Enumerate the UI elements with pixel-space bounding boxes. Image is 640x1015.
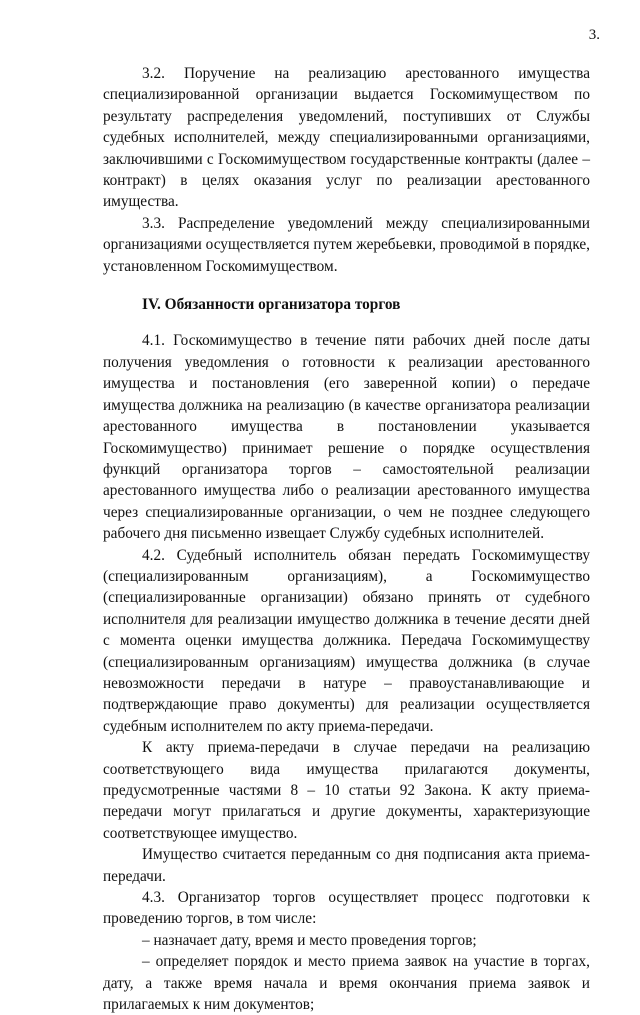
document-body xyxy=(103,63,590,1015)
list-item-date-time: – назначает дату, время и место проведения торгов; xyxy=(142,931,477,949)
section-heading: IV. Обязанности организатора торгов xyxy=(142,296,401,314)
paragraph-4-1: 4.1. Госкомимущество в течение пяти рабочих дней после даты получения уведомления о готовности к реализации арестованного имущества и постановления (его заверенной копии) о передаче имущества должника на реализацию (в качестве организатора реализации арестованного имущества в постановлении указывается Госкомимущество) принимает решение о порядке осуществления функций организатора торгов – самостоятельной реализации арестованного имущества либо о реализации арестованного имущества через специализированные организации, о чем не позднее следующего рабочего дня письменно извещает Службу судебных исполнителей. xyxy=(103,332,590,543)
paragraph-3-2: 3.2. Поручение на реализацию арестованного имущества специализированной организации выдается Госкомимуществом по результату распределения уведомлений, поступивших от Службы судебных исполнителей, между специализированными организациями, заключившими с Госкомимуществом государственные контракты (далее – контракт) в целях оказания услуг по реализации арестованного имущества. xyxy=(103,65,590,211)
paragraph-3-3: 3.3. Распределение уведомлений между специализированными организациями осуществляется путем жеребьевки, проводимой в порядке, установленном Госкомимуществом. xyxy=(103,214,590,275)
paragraph-4-2: 4.2. Судебный исполнитель обязан передать Госкомимуществу (специализированным организациям), а Госкомимущество (специализированные организации) обязано принять от судебного исполнителя для реализации имущество должника в течение десяти дней с момента оценки имущества должника. Передача Госкомимуществу (специализированным организациям) имущества должника (в случае невозможности передачи в натуре – правоустанавливающие и подтверждающие право документы) для реализации осуществляется судебным исполнителем по акту приема-передачи. xyxy=(103,546,590,735)
paragraph-property-transferred: Имущество считается переданным со дня подписания акта приема-передачи. xyxy=(103,846,590,885)
list-item-applications: – определяет порядок и место приема заявок на участие в торгах, дату, а также время начала и время окончания приема заявок и прилагаемых к ним документов; xyxy=(103,953,590,1014)
paragraph-4-3: 4.3. Организатор торгов осуществляет процесс подготовки к проведению торгов, в том числе: xyxy=(103,889,590,928)
paragraph-act-documents: К акту приема-передачи в случае передачи на реализацию соответствующего вида имущества прилагаются документы, предусмотренные частями 8 – 10 статьи 92 Закона. К акту приема-передачи могут прилагаться и другие документы, характеризующие соответствующее имущество. xyxy=(103,739,590,842)
page-number: 3. xyxy=(588,27,600,43)
